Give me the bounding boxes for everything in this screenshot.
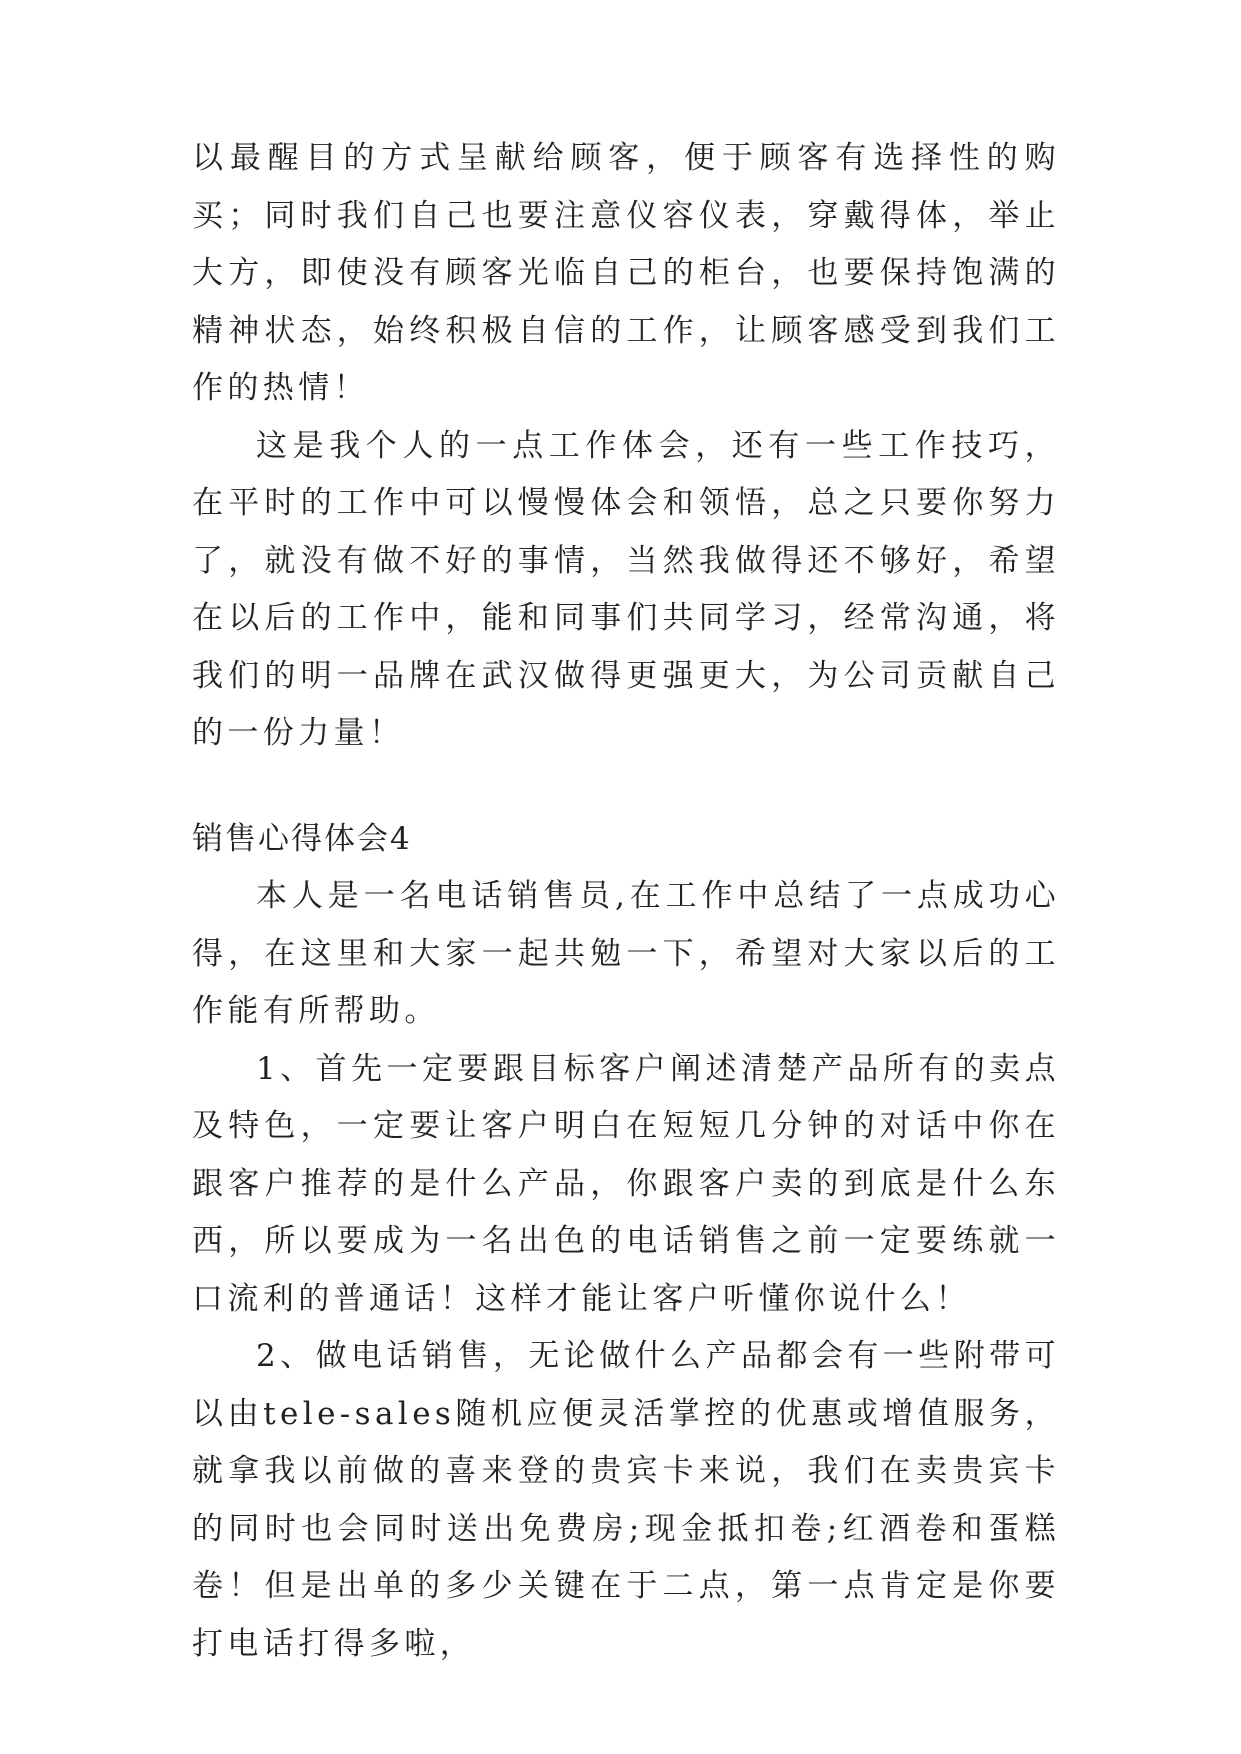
paragraph-work-experience: 这是我个人的一点工作体会，还有一些工作技巧，在平时的工作中可以慢慢体会和领悟，总之只要你努力了，就没有做不好的事情，当然我做得还不够好，希望在以后的工作中，能和同事们共同学习，经常沟通，将我们的明一品牌在武汉做得更强更大，为公司贡献自己的一份力量！ (192, 427, 1060, 751)
paragraph-point-2: 2、做电话销售，无论做什么产品都会有一些附带可以由tele-sales随机应便灵活掌控的优惠或增值服务，就拿我以前做的喜来登的贵宾卡来说，我们在卖贵宾卡的同时也会同时送出免费房;现金抵扣卷;红酒卷和蛋糕卷！但是出单的多少关键在于二点，第一点肯定是你要打电话打得多啦， (192, 1338, 1060, 1662)
paragraph-continuation: 以最醒目的方式呈献给顾客，便于顾客有选择性的购买；同时我们自己也要注意仪容仪表，穿戴得体，举止大方，即使没有顾客光临自己的柜台，也要保持饱满的精神状态，始终积极自信的工作，让顾客感受到我们工作的热情！ (192, 140, 1060, 406)
paragraph-point-1: 1、首先一定要跟目标客户阐述清楚产品所有的卖点及特色，一定要让客户明白在短短几分钟的对话中你在跟客户推荐的是什么产品，你跟客户卖的到底是什么东西，所以要成为一名出色的电话销售之前一定要练就一口流利的普通话！这样才能让客户听懂你说什么！ (192, 1050, 1060, 1317)
document-page (192, 130, 1060, 1673)
section-heading: 销售心得体会4 (192, 820, 412, 857)
paragraph-intro: 本人是一名电话销售员,在工作中总结了一点成功心得，在这里和大家一起共勉一下，希望对大家以后的工作能有所帮助。 (192, 878, 1060, 1029)
